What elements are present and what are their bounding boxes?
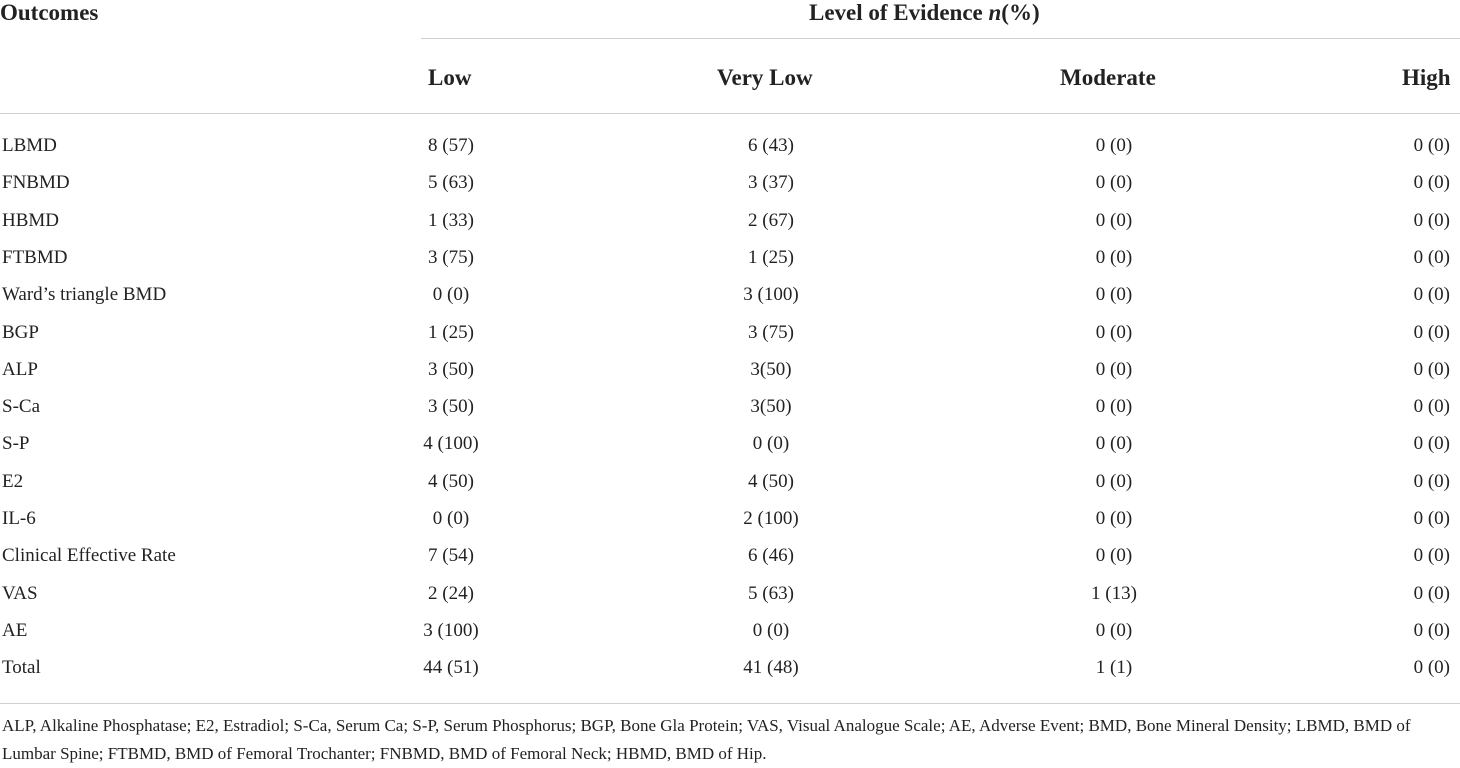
moderate-cell: 0 (0) (1095, 246, 1133, 268)
outcome-cell: Clinical Effective Rate (2, 545, 176, 567)
low-cell: 7 (54) (428, 545, 474, 567)
high-cell: 0 (0) (1413, 284, 1450, 306)
outcome-cell: Ward’s triangle BMD (2, 284, 167, 306)
moderate-cell: 0 (0) (1095, 396, 1133, 418)
outcome-cell: VAS (2, 582, 38, 604)
outcomes-header: Outcomes (0, 0, 99, 25)
moderate-cell: 0 (0) (1095, 172, 1133, 194)
high-cell: 0 (0) (1413, 135, 1450, 156)
table-row (0, 544, 1460, 581)
low-cell: 8 (57) (428, 135, 474, 156)
level-header-prefix: Level of Evidence (809, 0, 989, 25)
outcome-cell: S-P (2, 433, 30, 455)
column-header-low: Low (428, 65, 472, 90)
moderate-cell: 0 (0) (1095, 508, 1133, 529)
low-cell: 1 (33) (428, 209, 474, 231)
outcome-cell: E2 (2, 470, 24, 492)
table-row (0, 358, 1460, 395)
low-cell: 3 (75) (428, 246, 474, 268)
table-row (0, 134, 1460, 171)
very-low-cell: 41 (48) (743, 657, 799, 679)
outcome-cell: HBMD (2, 209, 60, 231)
high-cell: 0 (0) (1413, 172, 1450, 194)
outcome-cell: IL-6 (2, 508, 36, 529)
outcome-cell: Total (2, 657, 41, 679)
high-cell: 0 (0) (1413, 209, 1450, 231)
very-low-cell: 3(50) (750, 396, 792, 418)
table-row (0, 470, 1460, 507)
high-cell: 0 (0) (1413, 582, 1450, 604)
level-header-n: n (988, 0, 1002, 25)
table-row (0, 507, 1460, 544)
header-span-rule (421, 38, 1460, 39)
high-cell: 0 (0) (1413, 508, 1450, 529)
moderate-cell: 0 (0) (1095, 619, 1133, 641)
moderate-cell: 0 (0) (1095, 321, 1133, 343)
column-header-very-low: Very Low (717, 65, 813, 90)
outcome-cell: FNBMD (2, 172, 70, 194)
table-row (0, 246, 1460, 283)
table-footnote: ALP, Alkaline Phosphatase; E2, Estradiol; S-Ca, Serum Ca; S-P, Serum Phosphorus; BGP, Bone Gla Protein; VAS, Visual Analogue Scale; AE, Adverse Event; BMD, Bone Mineral Density; LBMD, BMD of Lumbar Spine; FTBMD, BMD of Femoral Trochanter; FNBMD, BMD of Femoral Neck; HBMD, BMD of Hip. (2, 716, 1411, 763)
table-row (0, 656, 1460, 693)
very-low-cell: 0 (0) (752, 433, 790, 455)
high-cell: 0 (0) (1413, 358, 1450, 380)
outcome-cell: BGP (2, 321, 39, 343)
table-row (0, 283, 1460, 320)
moderate-cell: 0 (0) (1095, 358, 1133, 380)
high-cell: 0 (0) (1413, 470, 1450, 492)
low-cell: 2 (24) (428, 582, 474, 604)
very-low-cell: 6 (43) (748, 135, 794, 156)
low-cell: 44 (51) (423, 657, 479, 679)
level-of-evidence-header (809, 0, 1040, 30)
outcome-cell: LBMD (2, 135, 57, 156)
high-cell: 0 (0) (1413, 545, 1450, 567)
low-cell: 3 (100) (423, 619, 479, 641)
low-cell: 4 (100) (423, 433, 479, 455)
very-low-cell: 3 (75) (748, 321, 794, 343)
low-cell: 1 (25) (428, 321, 474, 343)
low-cell: 5 (63) (428, 172, 474, 194)
moderate-cell: 0 (0) (1095, 135, 1133, 156)
level-header-suffix: (%) (1001, 0, 1040, 25)
table-row (0, 171, 1460, 208)
moderate-cell: 0 (0) (1095, 545, 1133, 567)
table-bottom-rule (0, 703, 1460, 704)
high-cell: 0 (0) (1413, 246, 1450, 268)
high-cell: 0 (0) (1413, 396, 1450, 418)
header-bottom-rule (0, 113, 1460, 114)
very-low-cell: 5 (63) (748, 582, 794, 604)
low-cell: 0 (0) (432, 508, 470, 529)
very-low-cell: 2 (100) (743, 508, 799, 529)
table-row (0, 432, 1460, 469)
moderate-cell: 1 (13) (1091, 582, 1137, 604)
low-cell: 3 (50) (428, 358, 474, 380)
high-cell: 0 (0) (1413, 321, 1450, 343)
very-low-cell: 6 (46) (748, 545, 794, 567)
moderate-cell: 1 (1) (1095, 657, 1133, 679)
very-low-cell: 1 (25) (748, 246, 794, 268)
column-header-high: High (1402, 65, 1451, 90)
outcome-cell: AE (2, 619, 28, 641)
table-row (0, 209, 1460, 246)
very-low-cell: 3 (37) (748, 172, 794, 194)
very-low-cell: 4 (50) (748, 470, 794, 492)
moderate-cell: 0 (0) (1095, 470, 1133, 492)
high-cell: 0 (0) (1413, 433, 1450, 455)
very-low-cell: 0 (0) (752, 619, 790, 641)
very-low-cell: 3 (100) (743, 284, 799, 306)
moderate-cell: 0 (0) (1095, 433, 1133, 455)
moderate-cell: 0 (0) (1095, 209, 1133, 231)
outcome-cell: S-Ca (2, 396, 40, 418)
outcome-cell: ALP (2, 358, 38, 380)
low-cell: 3 (50) (428, 396, 474, 418)
low-cell: 0 (0) (432, 284, 470, 306)
high-cell: 0 (0) (1413, 657, 1450, 679)
column-header-moderate: Moderate (1060, 65, 1156, 90)
very-low-cell: 3(50) (750, 358, 792, 380)
table-row (0, 321, 1460, 358)
low-cell: 4 (50) (428, 470, 474, 492)
high-cell: 0 (0) (1413, 619, 1450, 641)
moderate-cell: 0 (0) (1095, 284, 1133, 306)
table-row (0, 582, 1460, 619)
very-low-cell: 2 (67) (748, 209, 794, 231)
table-row (0, 395, 1460, 432)
table-row (0, 619, 1460, 656)
outcome-cell: FTBMD (2, 246, 68, 268)
